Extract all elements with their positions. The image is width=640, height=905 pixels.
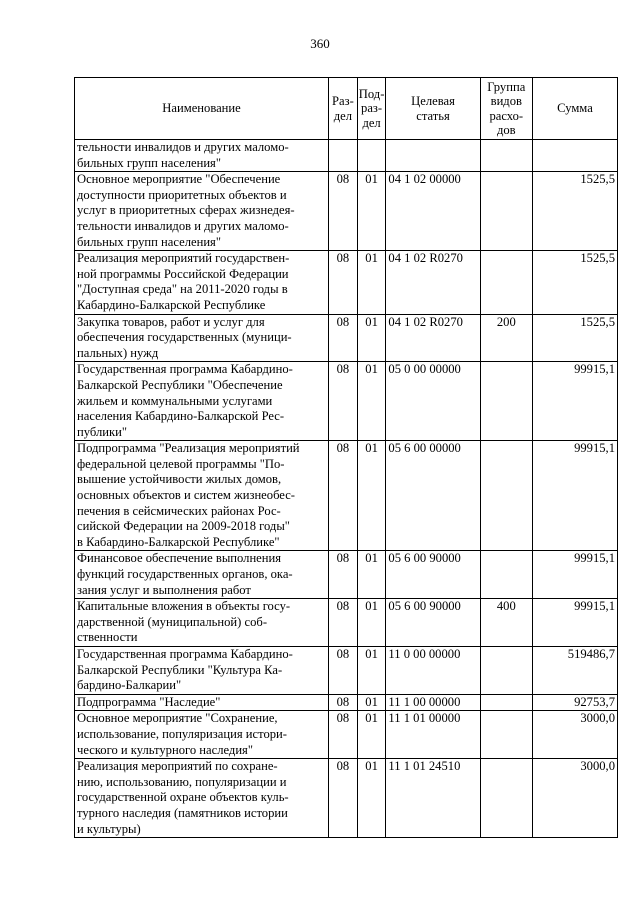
row-section: 08 [329, 551, 358, 599]
budget-table [74, 77, 618, 838]
row-name: Государственная программа Кабардино- Балкарской Республики "Культура Ка- бардино-Балкарии" [75, 647, 329, 695]
table-row [75, 251, 618, 314]
row-article: 05 6 00 00000 [386, 441, 480, 551]
row-name: Реализация мероприятий по сохране- нию, использованию, популяризации и государственной охране объектов куль- турного наследия (памятников истории и культуры) [75, 759, 329, 838]
row-name: Подпрограмма "Наследие" [75, 694, 329, 711]
row-group [480, 140, 532, 172]
row-name: Реализация мероприятий государствен- ной программы Российской Федерации "Доступная среда" на 2011-2020 годы в Кабардино-Балкарской Республике [75, 251, 329, 314]
row-group: 200 [480, 314, 532, 362]
row-subsection: 01 [357, 711, 386, 759]
row-group [480, 251, 532, 314]
row-article: 11 1 01 24510 [386, 759, 480, 838]
row-group [480, 711, 532, 759]
row-subsection: 01 [357, 551, 386, 599]
row-group [480, 172, 532, 251]
row-subsection: 01 [357, 599, 386, 647]
row-name: Основное мероприятие "Сохранение, использование, популяризация истори- ческого и культурного наследия" [75, 711, 329, 759]
row-subsection: 01 [357, 362, 386, 441]
header-subsection: Под- раз- дел [357, 78, 386, 140]
row-article: 04 1 02 R0270 [386, 314, 480, 362]
row-sum: 99915,1 [532, 441, 617, 551]
row-article: 11 1 00 00000 [386, 694, 480, 711]
row-group: 400 [480, 599, 532, 647]
row-name: Капитальные вложения в объекты госу- дарственной (муниципальной) соб- ственности [75, 599, 329, 647]
row-group [480, 694, 532, 711]
header-row [75, 78, 618, 140]
row-sum: 99915,1 [532, 551, 617, 599]
row-group [480, 551, 532, 599]
header-article: Целевая статья [386, 78, 480, 140]
table-row [75, 694, 618, 711]
row-article: 05 0 00 00000 [386, 362, 480, 441]
row-section: 08 [329, 441, 358, 551]
header-section: Раз- дел [329, 78, 358, 140]
header-name [75, 78, 329, 140]
row-subsection: 01 [357, 441, 386, 551]
page-number: 360 [310, 36, 330, 51]
table-row [75, 362, 618, 441]
row-article: 04 1 02 R0270 [386, 251, 480, 314]
row-article [386, 140, 480, 172]
row-section: 08 [329, 362, 358, 441]
row-section: 08 [329, 251, 358, 314]
row-article: 05 6 00 90000 [386, 551, 480, 599]
row-section: 08 [329, 314, 358, 362]
row-sum: 1525,5 [532, 172, 617, 251]
row-section: 08 [329, 599, 358, 647]
table-row [75, 711, 618, 759]
row-subsection: 01 [357, 314, 386, 362]
header-sum-text: Сумма [557, 101, 593, 116]
table-row [75, 172, 618, 251]
header-sum [532, 78, 617, 140]
row-subsection: 01 [357, 694, 386, 711]
row-name: Закупка товаров, работ и услуг для обеспечения государственных (муници- пальных) нужд [75, 314, 329, 362]
row-sum: 99915,1 [532, 362, 617, 441]
row-article: 04 1 02 00000 [386, 172, 480, 251]
row-subsection [357, 140, 386, 172]
row-section: 08 [329, 647, 358, 695]
row-article: 05 6 00 90000 [386, 599, 480, 647]
row-article: 11 1 01 00000 [386, 711, 480, 759]
row-sum: 1525,5 [532, 314, 617, 362]
row-sum: 1525,5 [532, 251, 617, 314]
row-subsection: 01 [357, 251, 386, 314]
row-name: тельности инвалидов и других маломо- бильных групп населения" [75, 140, 329, 172]
row-section: 08 [329, 172, 358, 251]
header-name-text: Наименование [162, 101, 241, 116]
row-name: Основное мероприятие "Обеспечение доступности приоритетных объектов и услуг в приоритетных сферах жизнедея- тельности инвалидов и других маломо- бильных групп населения" [75, 172, 329, 251]
row-name: Подпрограмма "Реализация мероприятий федеральной целевой программы "По- вышение устойчивости жилых домов, основных объектов и систем жизнеобес- печения в сейсмических районах Рос- сийской Федерации на 2009-2018 годы" в Кабардино-Балкарской Республике" [75, 441, 329, 551]
row-sum [532, 140, 617, 172]
table-row [75, 599, 618, 647]
row-sum: 3000,0 [532, 711, 617, 759]
table-row [75, 647, 618, 695]
row-sum: 519486,7 [532, 647, 617, 695]
row-subsection: 01 [357, 172, 386, 251]
row-sum: 3000,0 [532, 759, 617, 838]
row-article: 11 0 00 00000 [386, 647, 480, 695]
row-subsection: 01 [357, 647, 386, 695]
row-section [329, 140, 358, 172]
row-subsection: 01 [357, 759, 386, 838]
table-row [75, 759, 618, 838]
table-row [75, 441, 618, 551]
row-section: 08 [329, 711, 358, 759]
header-group: Группа видов расхо- дов [480, 78, 532, 140]
row-sum: 99915,1 [532, 599, 617, 647]
table-row [75, 140, 618, 172]
row-section: 08 [329, 759, 358, 838]
row-group [480, 362, 532, 441]
table-row [75, 314, 618, 362]
row-group [480, 759, 532, 838]
row-group [480, 441, 532, 551]
table-row [75, 551, 618, 599]
row-group [480, 647, 532, 695]
row-sum: 92753,7 [532, 694, 617, 711]
row-name: Государственная программа Кабардино- Балкарской Республики "Обеспечение жильем и коммунальными услугами населения Кабардино-Балкарской Рес- публики" [75, 362, 329, 441]
row-section: 08 [329, 694, 358, 711]
row-name: Финансовое обеспечение выполнения функций государственных органов, ока- зания услуг и выполнения работ [75, 551, 329, 599]
